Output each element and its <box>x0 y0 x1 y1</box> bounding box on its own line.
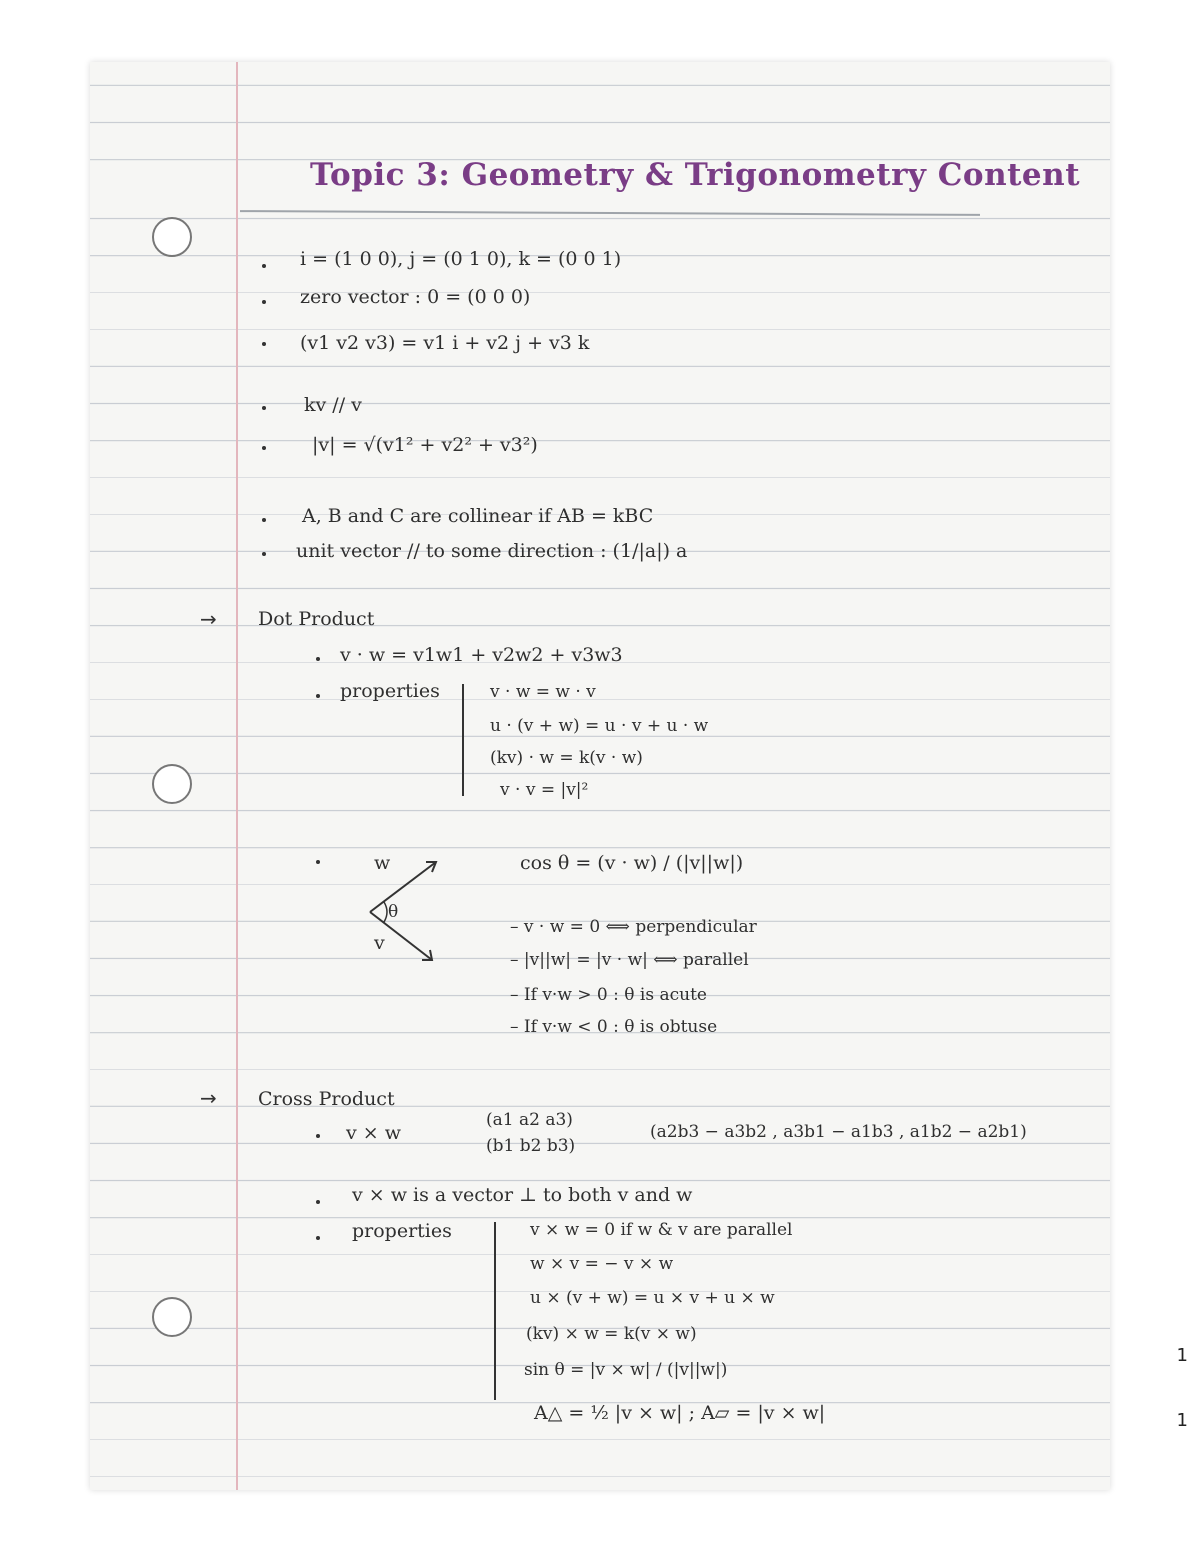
dot-property: v · v = |v|² <box>500 780 589 800</box>
cross-definition-lhs: v × w <box>346 1122 401 1144</box>
properties-brace <box>462 684 464 796</box>
bullet <box>262 518 266 522</box>
diagram-v-label: v <box>374 932 385 954</box>
bullet <box>316 657 320 661</box>
dot-condition: – |v||w| = |v · w| ⟺ parallel <box>510 950 749 970</box>
bullet <box>262 264 266 268</box>
cross-property: u × (v + w) = u × v + u × w <box>530 1288 775 1308</box>
cross-property: sin θ = |v × w| / (|v||w|) <box>524 1360 728 1380</box>
cross-product-heading: Cross Product <box>258 1088 395 1110</box>
binder-hole <box>152 764 192 804</box>
cross-property: v × w = 0 if w & v are parallel <box>530 1220 793 1240</box>
note-zero-vector: zero vector : 0 = (0 0 0) <box>300 286 531 308</box>
binder-hole <box>152 1297 192 1337</box>
dot-property: v · w = w · v <box>490 682 596 702</box>
cross-result: (a2b3 − a3b2 , a3b1 − a1b3 , a1b2 − a2b1) <box>650 1122 1027 1142</box>
dot-properties-label: properties <box>340 680 440 702</box>
properties-brace <box>494 1222 496 1400</box>
angle-arc <box>384 902 387 922</box>
cross-properties-label: properties <box>352 1220 452 1242</box>
cross-property: w × v = − v × w <box>530 1254 674 1274</box>
page-title: Topic 3: Geometry & Trigonometry Content <box>310 157 1081 193</box>
area-formulas: A△ = ½ |v × w| ; A▱ = |v × w| <box>534 1402 826 1424</box>
note-unit-direction: unit vector // to some direction : (1/|a|) a <box>296 540 688 562</box>
binder-hole <box>152 217 192 257</box>
diagram-w-label: w <box>374 852 391 874</box>
dot-condition: – If v·w < 0 : θ is obtuse <box>510 1017 718 1037</box>
cross-matrix-a: (a1 a2 a3) <box>486 1110 573 1130</box>
note-components: (v1 v2 v3) = v1 i + v2 j + v3 k <box>300 332 590 354</box>
cos-formula: cos θ = (v · w) / (|v||w|) <box>520 852 744 874</box>
diagram-theta-label: θ <box>388 902 399 922</box>
bullet <box>262 446 266 450</box>
bullet <box>316 1200 320 1204</box>
dot-property: (kv) · w = k(v · w) <box>490 748 643 768</box>
cross-matrix-b: (b1 b2 b3) <box>486 1136 576 1156</box>
angle-diagram <box>350 842 450 962</box>
note-parallel: kv // v <box>304 394 362 416</box>
bullet <box>262 552 266 556</box>
dot-condition: – If v·w > 0 : θ is acute <box>510 985 707 1005</box>
title-rule <box>240 210 980 216</box>
note-magnitude: |v| = √(v1² + v2² + v3²) <box>312 434 538 456</box>
dot-condition: – v · w = 0 ⟺ perpendicular <box>510 917 757 937</box>
arrow-marker: → <box>200 607 217 631</box>
bullet <box>316 694 320 698</box>
cross-perpendicular-note: v × w is a vector ⊥ to both v and w <box>352 1184 693 1206</box>
note-collinear: A, B and C are collinear if AB = kBC <box>302 505 654 527</box>
bullet <box>316 1134 320 1138</box>
dot-property: u · (v + w) = u · v + u · w <box>490 716 709 736</box>
edge-mark: 1 <box>1176 1345 1188 1366</box>
bullet <box>316 860 320 864</box>
margin-line <box>236 62 238 1490</box>
bullet <box>262 406 266 410</box>
bullet <box>262 300 266 304</box>
bullet <box>316 1236 320 1240</box>
edge-mark: 1 <box>1176 1410 1188 1431</box>
cross-property: (kv) × w = k(v × w) <box>526 1324 697 1344</box>
arrow-marker: → <box>200 1086 217 1110</box>
dot-product-definition: v · w = v1w1 + v2w2 + v3w3 <box>340 644 623 666</box>
dot-product-heading: Dot Product <box>258 608 375 630</box>
note-unit-vectors: i = (1 0 0), j = (0 1 0), k = (0 0 1) <box>300 248 622 270</box>
notebook-page <box>90 62 1110 1490</box>
bullet <box>262 342 266 346</box>
